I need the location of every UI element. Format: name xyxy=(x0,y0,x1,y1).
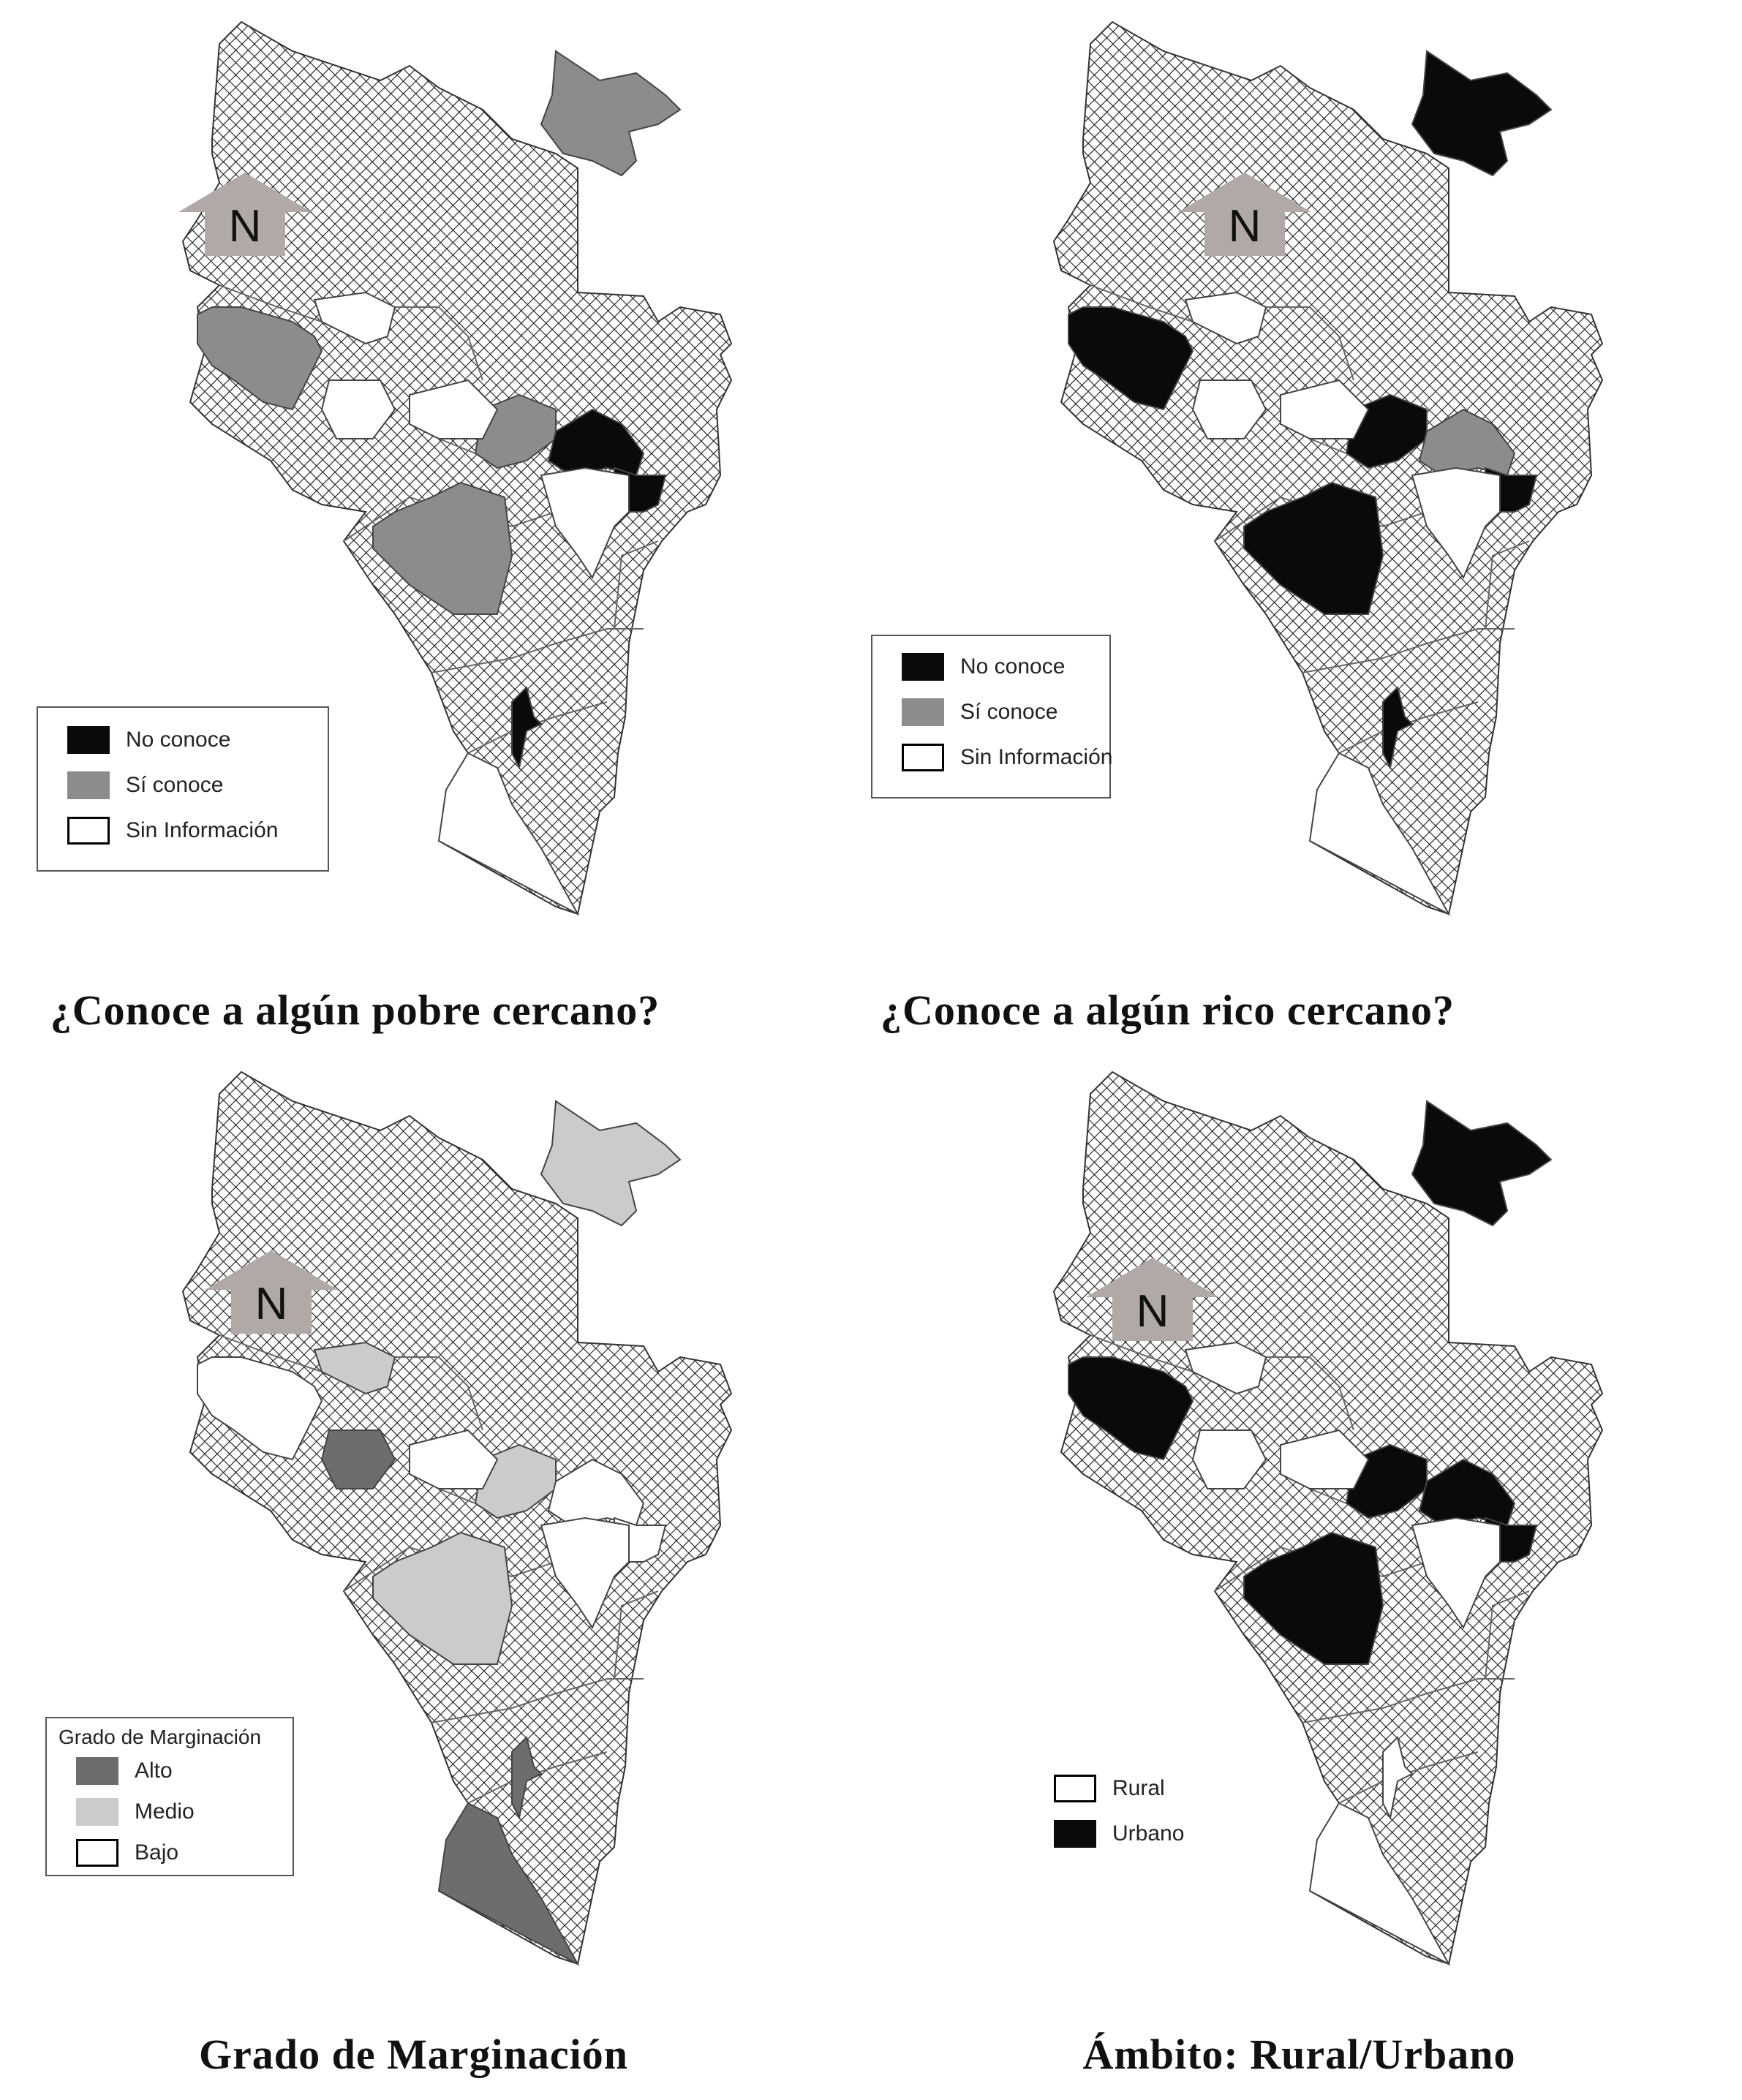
legend-item xyxy=(76,1756,173,1786)
legend-label: Sí conoce xyxy=(126,773,224,797)
north-arrow-icon xyxy=(176,170,314,257)
legend-item xyxy=(902,698,1057,727)
map-panel-pobre xyxy=(0,0,871,1050)
legend-swatch xyxy=(76,1757,118,1785)
map-caption: ¿Conoce a algún rico cercano? xyxy=(880,986,1455,1034)
north-label: N xyxy=(1228,201,1262,252)
map-legend xyxy=(45,1717,294,1876)
map-panel-ambito xyxy=(871,1050,1742,2100)
map-caption: Grado de Marginación xyxy=(198,2031,629,2078)
legend-item xyxy=(67,816,278,845)
legend-label: Medio xyxy=(135,1799,195,1824)
map-panel-marginacion xyxy=(0,1050,871,2100)
map-panel-rico xyxy=(871,0,1742,1050)
north-arrow-icon xyxy=(1175,170,1314,257)
legend-swatch xyxy=(1054,1820,1096,1848)
legend-swatch xyxy=(902,698,944,726)
legend-swatch xyxy=(1054,1775,1096,1802)
legend-label: Urbano xyxy=(1112,1821,1185,1846)
legend-item xyxy=(76,1838,178,1867)
legend-swatch xyxy=(67,817,110,845)
legend-swatch xyxy=(902,744,944,771)
north-label: N xyxy=(228,201,262,252)
legend-item xyxy=(902,743,1112,772)
municipality-map xyxy=(871,1050,1742,2001)
map-legend xyxy=(1025,1774,1215,1862)
legend-label: Bajo xyxy=(135,1840,179,1865)
map-caption: ¿Conoce a algún pobre cercano? xyxy=(50,986,660,1034)
legend-label: Alto xyxy=(135,1759,173,1783)
legend-swatch xyxy=(76,1839,118,1867)
municipality-map xyxy=(871,0,1742,951)
map-legend xyxy=(871,635,1111,798)
legend-item xyxy=(67,771,223,800)
legend-label: Sin Información xyxy=(126,818,279,842)
legend-title: Grado de Marginación xyxy=(59,1726,262,1748)
legend-item xyxy=(76,1797,195,1827)
legend-label: No conoce xyxy=(960,654,1066,679)
legend-label: No conoce xyxy=(126,728,231,752)
legend-item xyxy=(67,725,230,755)
north-label: N xyxy=(254,1279,288,1329)
legend-label: Sin Información xyxy=(960,745,1113,769)
legend-label: Sí conoce xyxy=(960,700,1058,724)
north-label: N xyxy=(1136,1286,1169,1337)
legend-swatch xyxy=(67,726,110,754)
north-arrow-icon xyxy=(202,1247,341,1335)
legend-swatch xyxy=(76,1798,118,1826)
legend-item xyxy=(1054,1819,1184,1848)
legend-label: Rural xyxy=(1112,1776,1165,1800)
legend-swatch xyxy=(902,653,944,681)
legend-swatch xyxy=(67,771,110,799)
north-arrow-icon xyxy=(1083,1255,1222,1342)
legend-item xyxy=(902,652,1065,681)
map-legend xyxy=(37,706,329,872)
map-caption: Ámbito: Rural/Urbano xyxy=(1082,2031,1516,2078)
legend-item xyxy=(1054,1774,1165,1803)
